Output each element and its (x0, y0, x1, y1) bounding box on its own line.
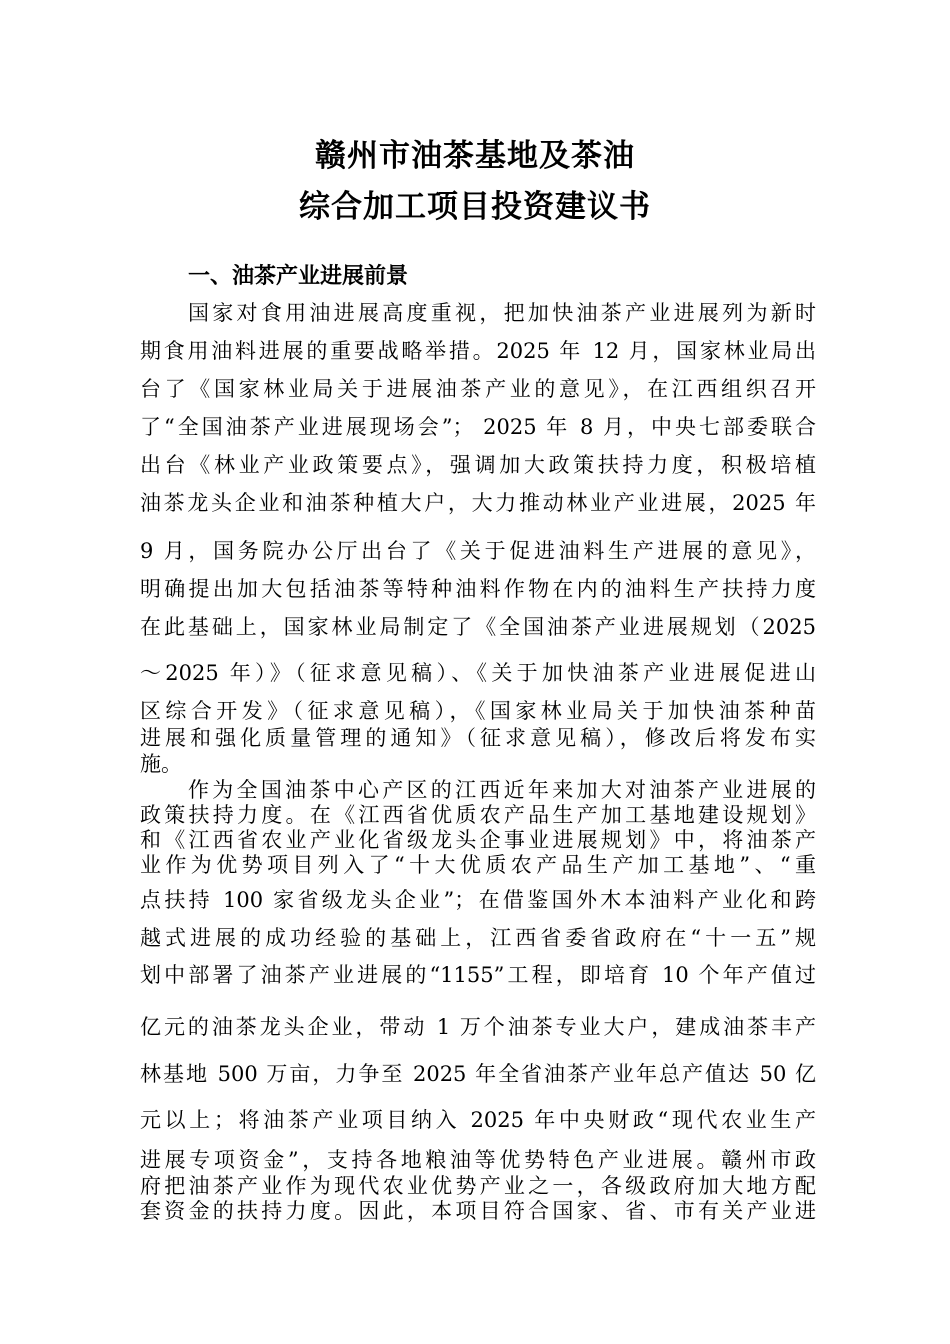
paragraph-line: 元以上；将油茶产业项目纳入 2025 年中央财政“现代农业生产 (140, 1108, 816, 1132)
document-title-line-2: 综合加工项目投资建议书 (299, 189, 651, 225)
paragraph-line: 施。 (140, 752, 182, 776)
paragraph-line: 府把油茶产业作为现代农业优势产业之一，各级政府加大地方配 (140, 1174, 816, 1198)
paragraph-line: 9 月，国务院办公厅出台了《关于促进油料生产进展的意见》， (140, 539, 816, 563)
paragraph-line: 进展专项资金”，支持各地粮油等优势特色产业进展。赣州市政 (140, 1148, 816, 1172)
paragraph-line: 油茶龙头企业和油茶种植大户，大力推动林业产业进展，2025 年 (140, 491, 816, 515)
paragraph-line: 套资金的扶持力度。因此，本项目符合国家、省、市有关产业进 (140, 1199, 816, 1223)
paragraph-line: 国家对食用油进展高度重视，把加快油茶产业进展列为新时 (188, 301, 816, 325)
paragraph-line: 明确提出加大包括油茶等特种油料作物在内的油料生产扶持力度 (140, 577, 816, 601)
paragraph-line: 了“全国油茶产业进展现场会”； 2025 年 8 月，中央七部委联合 (140, 415, 816, 439)
paragraph-line: 政策扶持力度。在《江西省优质农产品生产加工基地建设规划》 (140, 803, 816, 827)
paragraph-line: 在此基础上，国家林业局制定了《全国油茶产业进展规划（2025 (140, 615, 816, 639)
paragraph-line: 和《江西省农业产业化省级龙头企事业进展规划》中，将油茶产 (140, 828, 816, 852)
paragraph-line: 出台《林业产业政策要点》，强调加大政策扶持力度，积极培植 (140, 453, 816, 477)
paragraph-line: 越式进展的成功经验的基础上，江西省委省政府在“十一五”规 (140, 926, 816, 950)
document-title-line-1: 赣州市油茶基地及茶油 (315, 138, 635, 174)
section-heading: 一、油茶产业进展前景 (188, 264, 409, 289)
paragraph-line: 点扶持 100 家省级龙头企业”；在借鉴国外木本油料产业化和跨 (140, 888, 816, 912)
paragraph-line: 期食用油料进展的重要战略举措。2025 年 12 月，国家林业局出 (140, 339, 816, 363)
paragraph-line: 亿元的油茶龙头企业，带动 1 万个油茶专业大户，建成油茶丰产 (140, 1015, 816, 1039)
paragraph-line: ～2025 年）》（征求意见稿）、《关于加快油茶产业进展促进山 (140, 661, 816, 685)
paragraph-line: 作为全国油茶中心产区的江西近年来加大对油茶产业进展的 (188, 778, 816, 802)
paragraph-line: 台了《国家林业局关于进展油茶产业的意见》，在江西组织召开 (140, 377, 816, 401)
paragraph-line: 划中部署了油茶产业进展的“1155”工程，即培育 10 个年产值过 (140, 963, 816, 987)
paragraph-line: 林基地 500 万亩，力争至 2025 年全省油茶产业年总产值达 50 亿 (140, 1062, 816, 1086)
paragraph-line: 业作为优势项目列入了“十大优质农产品生产加工基地”、“重 (140, 853, 816, 877)
paragraph-line: 区综合开发》（征求意见稿），《国家林业局关于加快油茶种苗 (140, 699, 816, 723)
paragraph-line: 进展和强化质量管理的通知》（征求意见稿），修改后将发布实 (140, 726, 816, 750)
